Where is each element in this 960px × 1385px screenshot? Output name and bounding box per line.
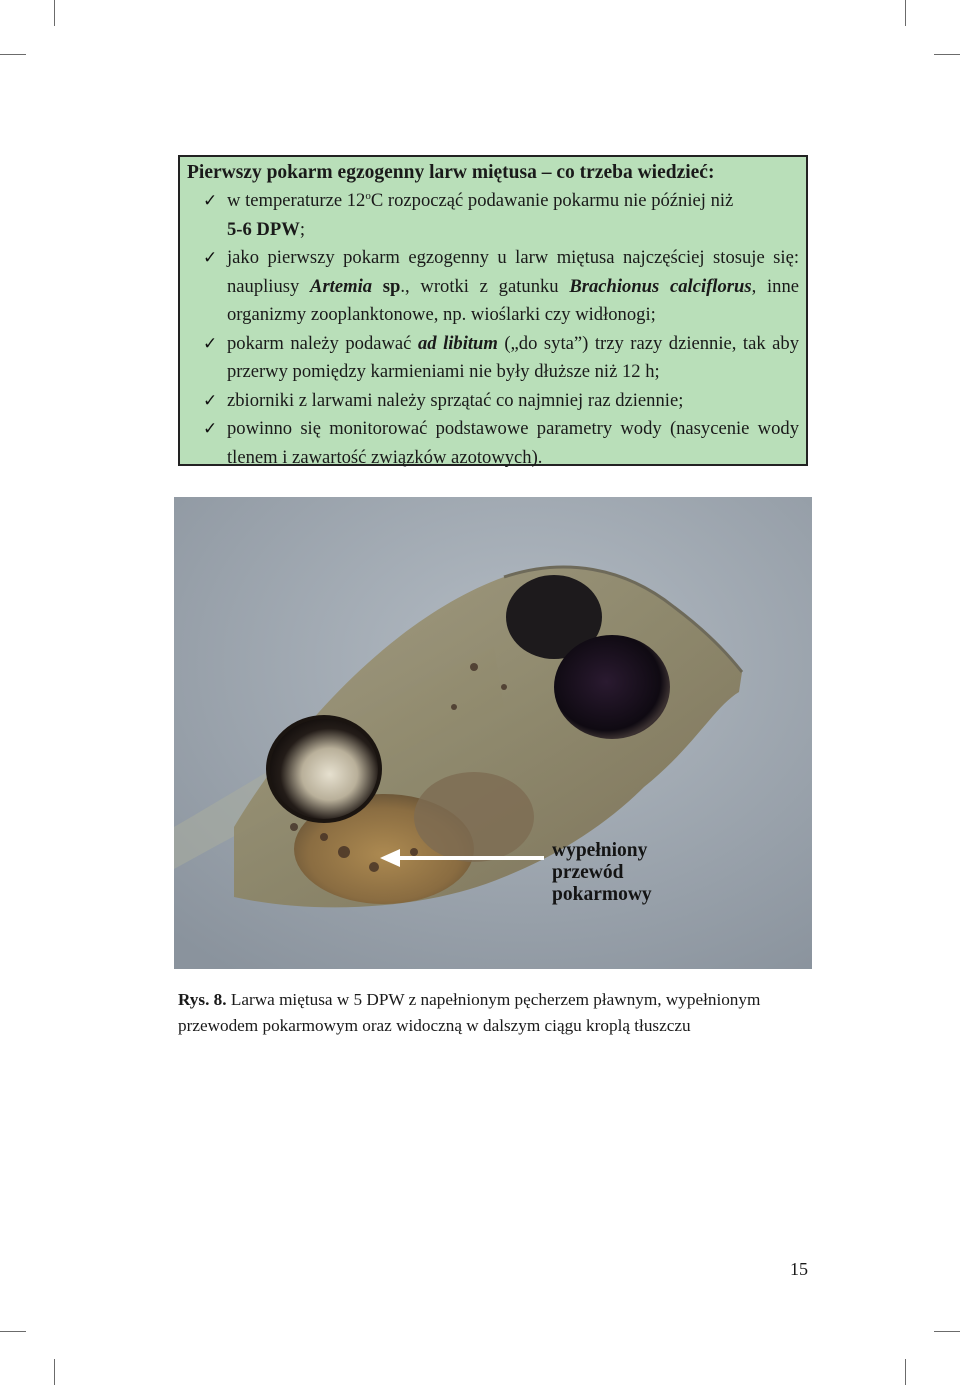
larva-illustration xyxy=(174,497,812,969)
page-number: 15 xyxy=(790,1259,808,1279)
list-item: ✓ powinno się monitorować podstawowe parametry wody (nasycenie wody tlenem i zawartość związków azotowych). xyxy=(187,415,799,472)
info-box xyxy=(178,155,808,466)
checkmark-icon: ✓ xyxy=(203,390,218,411)
crop-mark xyxy=(934,54,960,55)
photo-annotation: wypełniony przewód pokarmowy xyxy=(552,840,652,905)
list-item: ✓ w temperaturze 12$^o$C rozpocząć podawanie pokarmu nie później niż 5-6 DPW; xyxy=(187,187,799,244)
crop-mark xyxy=(905,1359,906,1385)
crop-mark xyxy=(0,1331,26,1332)
checkmark-icon: ✓ xyxy=(203,248,218,268)
checkmark-icon: ✓ xyxy=(203,191,218,211)
crop-mark xyxy=(0,54,26,55)
crop-mark xyxy=(54,0,55,26)
list-item: ✓ pokarm należy podawać ad libitum („do syta”) trzy razy dziennie, tak aby przerwy pomiędzy karmieniami nie były dłuższe niż 12 h; xyxy=(187,330,799,387)
info-box-list xyxy=(187,187,799,472)
info-box-title: Pierwszy pokarm egzogenny larw miętusa – co trzeba wiedzieć: xyxy=(187,162,715,183)
crop-mark xyxy=(54,1359,55,1385)
checkmark-icon: ✓ xyxy=(203,419,218,439)
checkmark-icon: ✓ xyxy=(203,333,218,354)
list-item: ✓ jako pierwszy pokarm egzogenny u larw miętusa najczęściej stosuje się: naupliusy Artemia sp., wrotki z gatunku Brachionus calciflorus, inne organizmy zooplanktonowe, np. wioślarki czy widłonogi; xyxy=(187,244,799,330)
crop-mark xyxy=(934,1331,960,1332)
crop-mark xyxy=(905,0,906,26)
figure-caption: Rys. 8. Larwa miętusa w 5 DPW z napełnionym pęcherzem pławnym, wypełnionym przewodem pokarmowym oraz widoczną w dalszym ciągu kroplą tłuszczu xyxy=(178,990,761,1035)
figure-label: Rys. 8. xyxy=(178,990,227,1009)
larva-photo xyxy=(174,497,812,969)
list-item: ✓ zbiorniki z larwami należy sprzątać co najmniej raz dziennie; xyxy=(187,387,799,416)
